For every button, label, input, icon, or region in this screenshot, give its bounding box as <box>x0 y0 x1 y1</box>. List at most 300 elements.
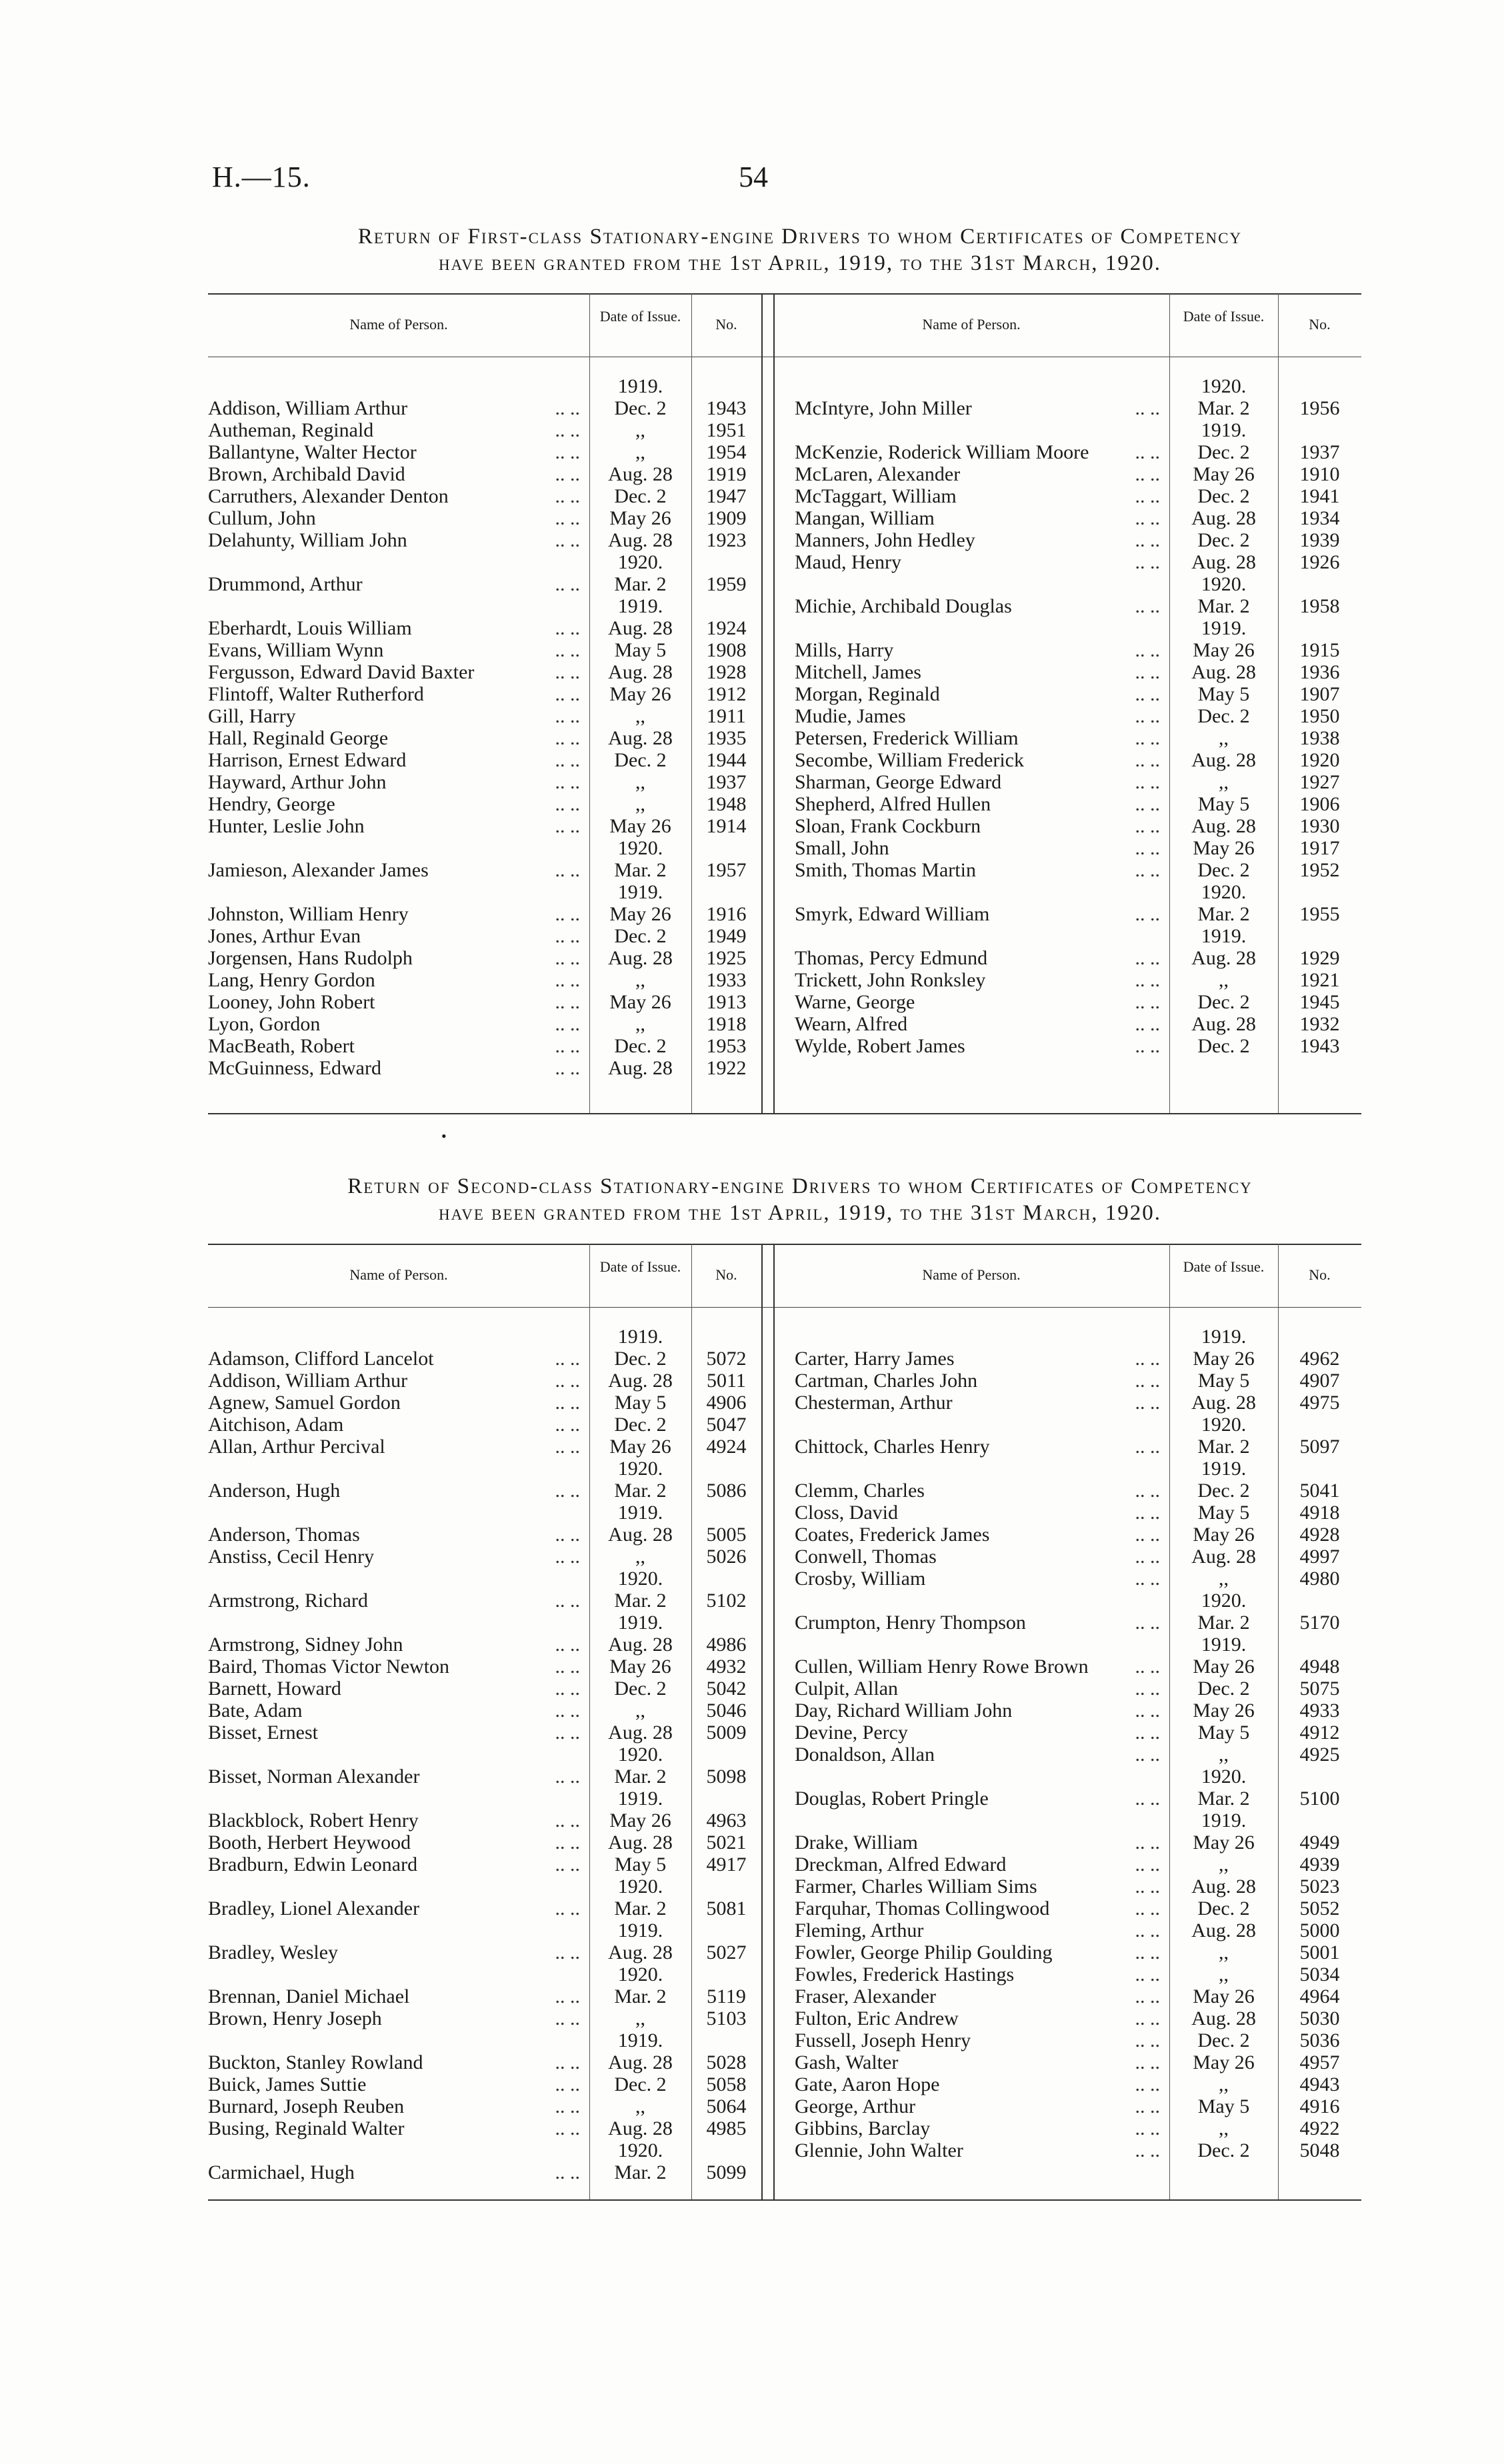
leader-dots: .. .. <box>1135 1985 1160 2007</box>
table-row <box>208 1744 1361 1766</box>
issue-date: Aug. 28 <box>608 1524 673 1546</box>
table-row <box>208 1875 1361 1897</box>
header-name-right: Name of Person. <box>922 316 1021 333</box>
person-name: Bradburn, Edwin Leonard <box>208 1853 418 1875</box>
person-name: Secombe, William Frederick <box>795 749 1024 771</box>
certificate-number: 1955 <box>1299 903 1340 925</box>
leader-dots: .. .. <box>1135 1919 1160 1941</box>
leader-dots: .. .. <box>1135 1941 1160 1963</box>
leader-dots: .. .. <box>555 1035 580 1057</box>
table-row <box>208 1919 1361 1941</box>
table-row <box>208 2007 1361 2029</box>
table-row <box>208 1370 1361 1392</box>
header-no-left: No. <box>715 1266 737 1283</box>
person-name: Drummond, Arthur <box>208 573 363 595</box>
issue-date: Dec. 2 <box>614 925 667 947</box>
leader-dots: .. .. <box>1135 1744 1160 1766</box>
certificate-number: 1925 <box>706 947 747 969</box>
leader-dots: .. .. <box>1135 1612 1160 1634</box>
issue-date: Aug. 28 <box>1191 815 1256 837</box>
issue-date: Aug. 28 <box>608 1722 673 1744</box>
certificate-number: 4917 <box>706 1853 747 1875</box>
leader-dots: .. .. <box>1135 727 1160 749</box>
issue-date: May 5 <box>1197 683 1250 705</box>
header-no-right: No. <box>1309 1266 1331 1283</box>
leader-dots: .. .. <box>1135 837 1160 859</box>
person-name: Gate, Aaron Hope <box>795 2073 940 2095</box>
person-name: Warne, George <box>795 991 915 1013</box>
issue-date: Mar. 2 <box>1197 1436 1250 1458</box>
certificate-number: 4948 <box>1299 1656 1340 1678</box>
leader-dots: .. .. <box>555 1013 580 1035</box>
certificate-number: 1920 <box>1299 749 1340 771</box>
table-row <box>208 1788 1361 1810</box>
issue-date: Mar. 2 <box>1197 1612 1250 1634</box>
person-name: Farmer, Charles William Sims <box>795 1875 1037 1897</box>
year-label: 1920. <box>617 837 663 859</box>
person-name: Chittock, Charles Henry <box>795 1436 990 1458</box>
certificate-number: 5021 <box>706 1832 747 1853</box>
leader-dots: .. .. <box>555 815 580 837</box>
certificate-number: 1938 <box>1299 727 1340 749</box>
issue-date: May 5 <box>1197 793 1250 815</box>
certificate-number: 1917 <box>1299 837 1340 859</box>
certificate-number: 5100 <box>1299 1788 1340 1810</box>
year-label: 1920. <box>617 551 663 573</box>
leader-dots: .. .. <box>555 1810 580 1832</box>
issue-date: Mar. 2 <box>1197 1788 1250 1810</box>
table-row <box>208 947 1361 969</box>
leader-dots: .. .. <box>1135 749 1160 771</box>
year-label: 1919. <box>1201 617 1247 639</box>
person-name: Small, John <box>795 837 889 859</box>
certificate-number: 4949 <box>1299 1832 1340 1853</box>
issue-date: Aug. 28 <box>1191 1392 1256 1414</box>
certificate-number: 1923 <box>706 529 747 551</box>
issue-date: Dec. 2 <box>1197 2029 1250 2051</box>
leader-dots: .. .. <box>1135 859 1160 881</box>
leader-dots: .. .. <box>555 2161 580 2183</box>
leader-dots: .. .. <box>1135 1897 1160 1919</box>
leader-dots: .. .. <box>1135 683 1160 705</box>
person-name: MacBeath, Robert <box>208 1035 355 1057</box>
person-name: Manners, John Hedley <box>795 529 975 551</box>
leader-dots: .. .. <box>555 419 580 441</box>
certificate-number: 4916 <box>1299 2095 1340 2117</box>
person-name: McGuinness, Edward <box>208 1057 381 1079</box>
leader-dots: .. .. <box>555 1480 580 1502</box>
certificate-number: 1945 <box>1299 991 1340 1013</box>
leader-dots: .. .. <box>1135 2117 1160 2139</box>
leader-dots: .. .. <box>1135 1502 1160 1524</box>
certificate-number: 4986 <box>706 1634 747 1656</box>
person-name: Crumpton, Henry Thompson <box>795 1612 1026 1634</box>
person-name: Mitchell, James <box>795 661 921 683</box>
leader-dots: .. .. <box>555 1348 580 1370</box>
issue-date: ,, <box>635 1546 645 1568</box>
certificate-number: 1924 <box>706 617 747 639</box>
certificate-number: 1915 <box>1299 639 1340 661</box>
issue-date: Aug. 28 <box>608 1634 673 1656</box>
header-date-left: Date of Issue. <box>599 1258 681 1275</box>
issue-date: Mar. 2 <box>614 859 667 881</box>
certificate-number: 4933 <box>1299 1700 1340 1722</box>
leader-dots: .. .. <box>555 661 580 683</box>
issue-date: ,, <box>1219 2073 1229 2095</box>
year-label: 1920. <box>1201 375 1247 397</box>
table-row <box>208 1348 1361 1370</box>
leader-dots: .. .. <box>1135 1875 1160 1897</box>
leader-dots: .. .. <box>1135 1392 1160 1414</box>
certificate-number: 5042 <box>706 1678 747 1700</box>
certificate-number: 4924 <box>706 1436 747 1458</box>
table-row <box>208 1985 1361 2007</box>
certificate-number: 5075 <box>1299 1678 1340 1700</box>
table-row <box>208 1392 1361 1414</box>
table-row <box>208 1035 1361 1057</box>
certificate-number: 5028 <box>706 2051 747 2073</box>
leader-dots: .. .. <box>1135 441 1160 463</box>
certificate-number: 5034 <box>1299 1963 1340 1985</box>
certificate-number: 1921 <box>1299 969 1340 991</box>
person-name: Hayward, Arthur John <box>208 771 387 793</box>
certificate-number: 1948 <box>706 793 747 815</box>
issue-date: May 5 <box>1197 1502 1250 1524</box>
leader-dots: .. .. <box>555 1370 580 1392</box>
issue-date: ,, <box>1219 1853 1229 1875</box>
leader-dots: .. .. <box>1135 815 1160 837</box>
certificate-number: 1930 <box>1299 815 1340 837</box>
certificate-number: 1939 <box>1299 529 1340 551</box>
table-row <box>208 859 1361 881</box>
person-name: Thomas, Percy Edmund <box>795 947 988 969</box>
certificate-number: 5001 <box>1299 1941 1340 1963</box>
issue-date: Aug. 28 <box>608 1941 673 1963</box>
certificate-number: 1914 <box>706 815 747 837</box>
table-2-title-line1: Return of Second-class Stationary-engine Drivers to whom Certificates of Competency <box>347 1174 1253 1198</box>
issue-date: Aug. 28 <box>608 529 673 551</box>
person-name: Fowles, Frederick Hastings <box>795 1963 1015 1985</box>
person-name: Armstrong, Sidney John <box>208 1634 403 1656</box>
issue-date: Aug. 28 <box>1191 1013 1256 1035</box>
person-name: Aitchison, Adam <box>208 1414 344 1436</box>
issue-date: May 26 <box>609 683 671 705</box>
table-1 <box>208 293 1361 1113</box>
person-name: Buick, James Suttie <box>208 2073 367 2095</box>
year-label: 1919. <box>1201 419 1247 441</box>
year-label: 1920. <box>617 1744 663 1766</box>
certificate-number: 4957 <box>1299 2051 1340 2073</box>
person-name: Coates, Frederick James <box>795 1524 990 1546</box>
person-name: Drake, William <box>795 1832 918 1853</box>
table-row <box>208 1656 1361 1678</box>
issue-date: Aug. 28 <box>1191 1546 1256 1568</box>
person-name: Addison, William Arthur <box>208 397 408 419</box>
header-name-right: Name of Person. <box>922 1266 1021 1283</box>
issue-date: Dec. 2 <box>614 749 667 771</box>
table-row <box>208 639 1361 661</box>
leader-dots: .. .. <box>555 683 580 705</box>
issue-date: May 5 <box>1197 1722 1250 1744</box>
issue-date: Aug. 28 <box>1191 661 1256 683</box>
page-code: H.—15. <box>212 161 311 193</box>
certificate-number: 5041 <box>1299 1480 1340 1502</box>
leader-dots: .. .. <box>555 2117 580 2139</box>
certificate-number: 4922 <box>1299 2117 1340 2139</box>
issue-date: Aug. 28 <box>1191 947 1256 969</box>
certificate-number: 5119 <box>707 1985 746 2007</box>
certificate-number: 4997 <box>1299 1546 1340 1568</box>
certificate-number: 1906 <box>1299 793 1340 815</box>
certificate-number: 5098 <box>706 1766 747 1788</box>
issue-date: Aug. 28 <box>608 2117 673 2139</box>
issue-date: May 26 <box>609 507 671 529</box>
header-no-right: No. <box>1309 316 1331 333</box>
issue-date: Mar. 2 <box>614 1590 667 1612</box>
certificate-number: 1951 <box>706 419 747 441</box>
certificate-number: 1957 <box>706 859 747 881</box>
person-name: Cartman, Charles John <box>795 1370 978 1392</box>
person-name: Anderson, Thomas <box>208 1524 360 1546</box>
certificate-number: 4985 <box>706 2117 747 2139</box>
certificate-number: 1941 <box>1299 485 1340 507</box>
leader-dots: .. .. <box>1135 1700 1160 1722</box>
person-name: Closs, David <box>795 1502 899 1524</box>
person-name: Maud, Henry <box>795 551 901 573</box>
leader-dots: .. .. <box>1135 485 1160 507</box>
person-name: Fulton, Eric Andrew <box>795 2007 959 2029</box>
person-name: Sharman, George Edward <box>795 771 1002 793</box>
person-name: Fowler, George Philip Goulding <box>795 1941 1053 1963</box>
issue-date: Mar. 2 <box>614 1985 667 2007</box>
person-name: Bradley, Lionel Alexander <box>208 1897 420 1919</box>
certificate-number: 4943 <box>1299 2073 1340 2095</box>
person-name: Ballantyne, Walter Hector <box>208 441 417 463</box>
issue-date: May 26 <box>1193 1985 1255 2007</box>
certificate-number: 5081 <box>706 1897 747 1919</box>
person-name: George, Arthur <box>795 2095 916 2117</box>
leader-dots: .. .. <box>1135 1656 1160 1678</box>
certificate-number: 1943 <box>1299 1035 1340 1057</box>
table-2-title-line2: have been granted from the 1st April, 1919, to the 31st March, 1920. <box>439 1201 1161 1225</box>
leader-dots: .. .. <box>555 749 580 771</box>
leader-dots: .. .. <box>555 727 580 749</box>
person-name: Armstrong, Richard <box>208 1590 368 1612</box>
person-name: Dreckman, Alfred Edward <box>795 1853 1007 1875</box>
leader-dots: .. .. <box>1135 1013 1160 1035</box>
person-name: Brown, Henry Joseph <box>208 2007 382 2029</box>
person-name: Eberhardt, Louis William <box>208 617 412 639</box>
leader-dots: .. .. <box>1135 1546 1160 1568</box>
person-name: Anderson, Hugh <box>208 1480 341 1502</box>
issue-date: ,, <box>635 2095 645 2117</box>
leader-dots: .. .. <box>555 771 580 793</box>
year-label: 1919. <box>617 2029 663 2051</box>
table-row <box>208 1013 1361 1035</box>
issue-date: ,, <box>1219 1963 1229 1985</box>
issue-date: Mar. 2 <box>1197 903 1250 925</box>
person-name: Buckton, Stanley Rowland <box>208 2051 423 2073</box>
table-row <box>208 2029 1361 2051</box>
certificate-number: 5046 <box>706 1700 747 1722</box>
issue-date: May 26 <box>1193 1832 1255 1853</box>
issue-date: May 26 <box>1193 2051 1255 2073</box>
issue-date: Aug. 28 <box>1191 2007 1256 2029</box>
person-name: Mangan, William <box>795 507 935 529</box>
year-label: 1920. <box>617 1963 663 1985</box>
certificate-number: 1944 <box>706 749 747 771</box>
certificate-number: 1908 <box>706 639 747 661</box>
certificate-number: 1936 <box>1299 661 1340 683</box>
leader-dots: .. .. <box>555 397 580 419</box>
header-name-left: Name of Person. <box>349 1266 448 1283</box>
issue-date: Aug. 28 <box>1191 507 1256 529</box>
year-label: 1919. <box>617 1326 663 1348</box>
certificate-number: 1934 <box>1299 507 1340 529</box>
person-name: Cullum, John <box>208 507 316 529</box>
person-name: Lang, Henry Gordon <box>208 969 375 991</box>
table-2 <box>208 1244 1361 2199</box>
person-name: Fleming, Arthur <box>795 1919 924 1941</box>
certificate-number: 1956 <box>1299 397 1340 419</box>
issue-date: May 26 <box>1193 1348 1255 1370</box>
person-name: Adamson, Clifford Lancelot <box>208 1348 434 1370</box>
person-name: Cullen, William Henry Rowe Brown <box>795 1656 1089 1678</box>
certificate-number: 1928 <box>706 661 747 683</box>
person-name: Flintoff, Walter Rutherford <box>208 683 424 705</box>
person-name: Bisset, Ernest <box>208 1722 318 1744</box>
person-name: Fergusson, Edward David Baxter <box>208 661 475 683</box>
leader-dots: .. .. <box>555 617 580 639</box>
issue-date: Dec. 2 <box>1197 991 1250 1013</box>
person-name: Devine, Percy <box>795 1722 908 1744</box>
year-label: 1920. <box>1201 1766 1247 1788</box>
certificate-number: 1910 <box>1299 463 1340 485</box>
person-name: Donaldson, Allan <box>795 1744 935 1766</box>
leader-dots: .. .. <box>1135 969 1160 991</box>
issue-date: ,, <box>635 419 645 441</box>
person-name: Jamieson, Alexander James <box>208 859 429 881</box>
person-name: Brown, Archibald David <box>208 463 405 485</box>
person-name: Mudie, James <box>795 705 906 727</box>
table-row <box>208 683 1361 705</box>
year-label: 1919. <box>617 1788 663 1810</box>
leader-dots: .. .. <box>1135 1832 1160 1853</box>
leader-dots: .. .. <box>1135 507 1160 529</box>
person-name: Mills, Harry <box>795 639 894 661</box>
certificate-number: 5000 <box>1299 1919 1340 1941</box>
issue-date: Dec. 2 <box>1197 705 1250 727</box>
leader-dots: .. .. <box>1135 1568 1160 1590</box>
person-name: McTaggart, William <box>795 485 957 507</box>
year-label: 1920. <box>1201 573 1247 595</box>
table-row <box>208 1546 1361 1568</box>
issue-date: Dec. 2 <box>614 1414 667 1436</box>
issue-date: Dec. 2 <box>1197 1035 1250 1057</box>
year-label: 1920. <box>1201 1414 1247 1436</box>
issue-date: Aug. 28 <box>608 463 673 485</box>
issue-date: ,, <box>635 1013 645 1035</box>
header-no-left: No. <box>715 316 737 333</box>
certificate-number: 4939 <box>1299 1853 1340 1875</box>
leader-dots: .. .. <box>555 1722 580 1744</box>
person-name: Smyrk, Edward William <box>795 903 990 925</box>
person-name: Autheman, Reginald <box>208 419 374 441</box>
certificate-number: 1919 <box>706 463 747 485</box>
certificate-number: 1958 <box>1299 595 1340 617</box>
person-name: Gill, Harry <box>208 705 296 727</box>
person-name: Smith, Thomas Martin <box>795 859 976 881</box>
person-name: Looney, John Robert <box>208 991 375 1013</box>
leader-dots: .. .. <box>555 1524 580 1546</box>
certificate-number: 1927 <box>1299 771 1340 793</box>
year-label: 1919. <box>1201 1458 1247 1480</box>
person-name: Wearn, Alfred <box>795 1013 908 1035</box>
issue-date: Dec. 2 <box>1197 529 1250 551</box>
person-name: McIntyre, John Miller <box>795 397 972 419</box>
table-top-rule <box>208 293 1361 295</box>
certificate-number: 5027 <box>706 1941 747 1963</box>
issue-date: ,, <box>635 441 645 463</box>
table-bottom-rule <box>208 1113 1361 1114</box>
certificate-number: 1907 <box>1299 683 1340 705</box>
leader-dots: .. .. <box>555 1414 580 1436</box>
person-name: Bradley, Wesley <box>208 1941 339 1963</box>
person-name: Carmichael, Hugh <box>208 2161 355 2183</box>
table-row <box>208 1678 1361 1700</box>
leader-dots: .. .. <box>1135 2029 1160 2051</box>
issue-date: May 26 <box>1193 463 1255 485</box>
issue-date: May 26 <box>1193 639 1255 661</box>
certificate-number: 5102 <box>706 1590 747 1612</box>
certificate-number: 1953 <box>706 1035 747 1057</box>
table-row <box>208 903 1361 925</box>
issue-date: ,, <box>635 2007 645 2029</box>
leader-dots: .. .. <box>555 639 580 661</box>
issue-date: Dec. 2 <box>1197 485 1250 507</box>
table-row <box>208 2139 1361 2161</box>
year-label: 1919. <box>617 1612 663 1634</box>
table-row <box>208 793 1361 815</box>
certificate-number: 5086 <box>706 1480 747 1502</box>
certificate-number: 1932 <box>1299 1013 1340 1035</box>
year-label: 1920. <box>617 1875 663 1897</box>
leader-dots: .. .. <box>1135 2051 1160 2073</box>
issue-date: ,, <box>635 771 645 793</box>
table-row <box>208 2051 1361 2073</box>
person-name: Lyon, Gordon <box>208 1013 321 1035</box>
table-row <box>208 2095 1361 2117</box>
person-name: Baird, Thomas Victor Newton <box>208 1656 450 1678</box>
issue-date: Dec. 2 <box>1197 1678 1250 1700</box>
leader-dots: .. .. <box>555 573 580 595</box>
person-name: McLaren, Alexander <box>795 463 961 485</box>
table-row <box>208 991 1361 1013</box>
stray-dot: • <box>441 1128 447 1144</box>
person-name: Chesterman, Arthur <box>795 1392 953 1414</box>
person-name: Hunter, Leslie John <box>208 815 365 837</box>
person-name: Harrison, Ernest Edward <box>208 749 407 771</box>
leader-dots: .. .. <box>555 947 580 969</box>
person-name: Allan, Arthur Percival <box>208 1436 385 1458</box>
leader-dots: .. .. <box>555 991 580 1013</box>
issue-date: Dec. 2 <box>614 485 667 507</box>
person-name: Michie, Archibald Douglas <box>795 595 1012 617</box>
person-name: Gibbins, Barclay <box>795 2117 931 2139</box>
leader-dots: .. .. <box>1135 661 1160 683</box>
leader-dots: .. .. <box>555 1766 580 1788</box>
table-row <box>208 1612 1361 1634</box>
